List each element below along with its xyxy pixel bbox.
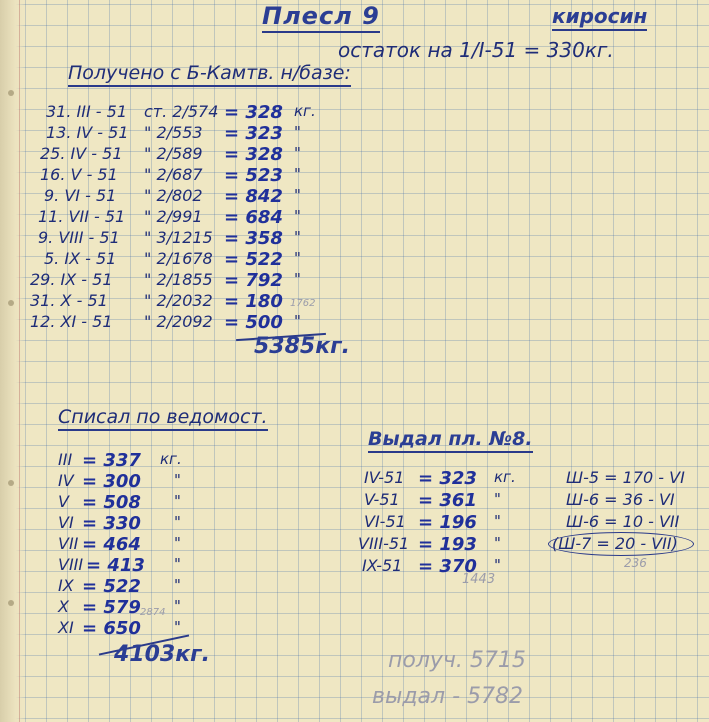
issued-side-row	[560, 512, 700, 534]
received-unit: "	[294, 207, 301, 225]
issued-side-row	[560, 468, 700, 490]
written-off-unit: кг.	[160, 450, 182, 468]
issued-row	[364, 490, 544, 512]
written-off-month: III	[58, 450, 73, 469]
issued-side-row	[560, 490, 700, 512]
received-ref: " 2/1855	[144, 270, 213, 289]
pencil-issued-summary: выдал - 5782	[372, 684, 524, 709]
received-heading: Получено с Б-Камтв. н/базе:	[68, 62, 351, 87]
issued-amount: = 370	[418, 556, 477, 577]
written-off-amount: = 464	[82, 534, 141, 555]
received-date: 9. VIII - 51	[38, 228, 120, 247]
written-off-month: X	[58, 597, 69, 616]
received-row	[40, 144, 360, 165]
issued-side-label: (Ш-7 = 20 - VII)	[552, 534, 678, 553]
written-off-row	[56, 576, 256, 597]
written-off-amount: = 522	[82, 576, 141, 597]
pencil-received-summary: получ. 5715	[388, 648, 526, 673]
issued-month: IV-51	[364, 468, 405, 487]
issued-side-label: Ш-6 = 10 - VII	[566, 512, 680, 531]
binding-hole	[8, 600, 14, 606]
written-off-row	[56, 618, 256, 639]
binding-hole	[8, 300, 14, 306]
written-off-month: VII	[58, 534, 79, 553]
received-amount: = 500	[224, 312, 283, 333]
received-row	[40, 207, 360, 228]
issued-amount: = 323	[418, 468, 477, 489]
received-date: 5. IX - 51	[44, 249, 117, 268]
written-off-unit: "	[174, 618, 181, 636]
received-ref: " 2/2092	[144, 312, 213, 331]
written-off-unit: "	[174, 576, 181, 594]
written-off-unit: "	[174, 513, 181, 531]
received-amount: = 522	[224, 249, 283, 270]
received-amount: = 323	[224, 123, 283, 144]
received-row	[30, 312, 360, 333]
issued-amount: = 196	[418, 512, 477, 533]
received-ref: " 2/802	[144, 186, 203, 205]
written-off-unit: "	[174, 597, 181, 615]
binding-hole	[8, 480, 14, 486]
written-off-amount: = 337	[82, 450, 141, 471]
issued-row	[364, 512, 544, 534]
circled-entry	[548, 532, 694, 556]
received-amount: = 328	[224, 102, 283, 123]
received-list	[30, 102, 360, 333]
written-off-month: XI	[58, 618, 74, 637]
page-title: Плесл 9	[262, 2, 380, 33]
received-date: 13. IV - 51	[46, 123, 129, 142]
received-ref: ст. 2/574	[144, 102, 219, 121]
written-off-row	[56, 471, 256, 492]
received-date: 29. IX - 51	[30, 270, 113, 289]
issued-row	[358, 534, 544, 556]
issued-amount: = 361	[418, 490, 477, 511]
written-off-unit: "	[174, 492, 181, 510]
page-binding	[0, 0, 26, 722]
written-off-row	[56, 450, 256, 471]
issued-month: IX-51	[362, 556, 403, 575]
received-date: 12. XI - 51	[30, 312, 113, 331]
binding-hole	[8, 90, 14, 96]
received-amount: = 180	[224, 291, 283, 312]
written-off-unit: "	[174, 471, 181, 489]
issued-month: VI-51	[364, 512, 406, 531]
fuel-type: киросин	[552, 4, 647, 31]
written-off-total: 4103кг.	[114, 642, 211, 667]
pencil-note: 2874	[140, 607, 166, 618]
received-ref: " 2/1678	[144, 249, 213, 268]
margin-line	[19, 0, 20, 722]
written-off-month: IV	[58, 471, 74, 490]
received-row	[30, 291, 360, 312]
issued-unit: "	[494, 534, 501, 552]
received-date: 11. VII - 51	[38, 207, 126, 226]
issued-list	[358, 468, 544, 578]
received-ref: " 3/1215	[144, 228, 213, 247]
written-off-row	[56, 597, 256, 618]
issued-unit: "	[494, 512, 501, 530]
received-row	[40, 102, 360, 123]
received-ref: " 2/2032	[144, 291, 213, 310]
received-amount: = 358	[224, 228, 283, 249]
received-unit: "	[294, 249, 301, 267]
received-row	[40, 123, 360, 144]
written-off-row	[56, 513, 256, 534]
written-off-amount: = 508	[82, 492, 141, 513]
written-off-row	[56, 492, 256, 513]
received-ref: " 2/553	[144, 123, 203, 142]
received-date: 25. IV - 51	[40, 144, 123, 163]
received-date: 31. III - 51	[46, 102, 127, 121]
written-off-amount: = 650	[82, 618, 141, 639]
written-off-month: IX	[58, 576, 74, 595]
written-off-unit: "	[174, 555, 181, 573]
received-row	[40, 186, 360, 207]
received-unit: "	[294, 228, 301, 246]
received-unit: "	[294, 123, 301, 141]
issued-side-label: Ш-6 = 36 - VI	[566, 490, 675, 509]
issued-side-label: Ш-5 = 170 - VI	[566, 468, 685, 487]
received-ref: " 2/991	[144, 207, 203, 226]
issued-unit: "	[494, 490, 501, 508]
side-subtotal: 236	[624, 556, 647, 570]
received-amount: = 523	[224, 165, 283, 186]
written-off-month: VI	[58, 513, 74, 532]
received-ref: " 2/589	[144, 144, 203, 163]
issued-subtotal: 1443	[462, 572, 496, 587]
issued-row	[364, 468, 544, 490]
received-total: 5385кг.	[254, 334, 351, 359]
issued-month: VIII-51	[358, 534, 410, 553]
written-off-amount: = 579	[82, 597, 141, 618]
received-amount: = 842	[224, 186, 283, 207]
written-off-month: V	[58, 492, 69, 511]
issued-heading: Выдал пл. №8.	[368, 428, 533, 453]
received-row	[40, 228, 360, 249]
written-off-unit: "	[174, 534, 181, 552]
received-unit: "	[294, 186, 301, 204]
received-row	[30, 270, 360, 291]
written-off-row	[56, 534, 256, 555]
received-row	[40, 249, 360, 270]
received-unit: "	[294, 144, 301, 162]
issued-unit: "	[494, 556, 501, 574]
written-off-heading: Списал по ведомост.	[58, 406, 268, 431]
received-date: 9. VI - 51	[44, 186, 117, 205]
written-off-list	[56, 450, 256, 639]
received-date: 16. V - 51	[40, 165, 118, 184]
written-off-amount: = 330	[82, 513, 141, 534]
opening-balance: остаток на 1/I-51 = 330кг.	[338, 38, 614, 62]
issued-row	[364, 556, 544, 578]
written-off-amount: = 413	[86, 555, 145, 576]
received-unit: "	[294, 270, 301, 288]
issued-unit: кг.	[494, 468, 516, 486]
received-amount: = 684	[224, 207, 283, 228]
received-amount: = 792	[224, 270, 283, 291]
written-off-month: VIII	[58, 555, 84, 574]
received-date: 31. X - 51	[30, 291, 108, 310]
written-off-row	[56, 555, 256, 576]
pencil-note: 1762	[290, 298, 316, 309]
written-off-amount: = 300	[82, 471, 141, 492]
issued-amount: = 193	[418, 534, 477, 555]
issued-month: V-51	[364, 490, 400, 509]
received-unit: "	[294, 312, 301, 330]
received-ref: " 2/687	[144, 165, 203, 184]
received-row	[40, 165, 360, 186]
received-unit: кг.	[294, 102, 316, 120]
received-unit: "	[294, 165, 301, 183]
received-amount: = 328	[224, 144, 283, 165]
